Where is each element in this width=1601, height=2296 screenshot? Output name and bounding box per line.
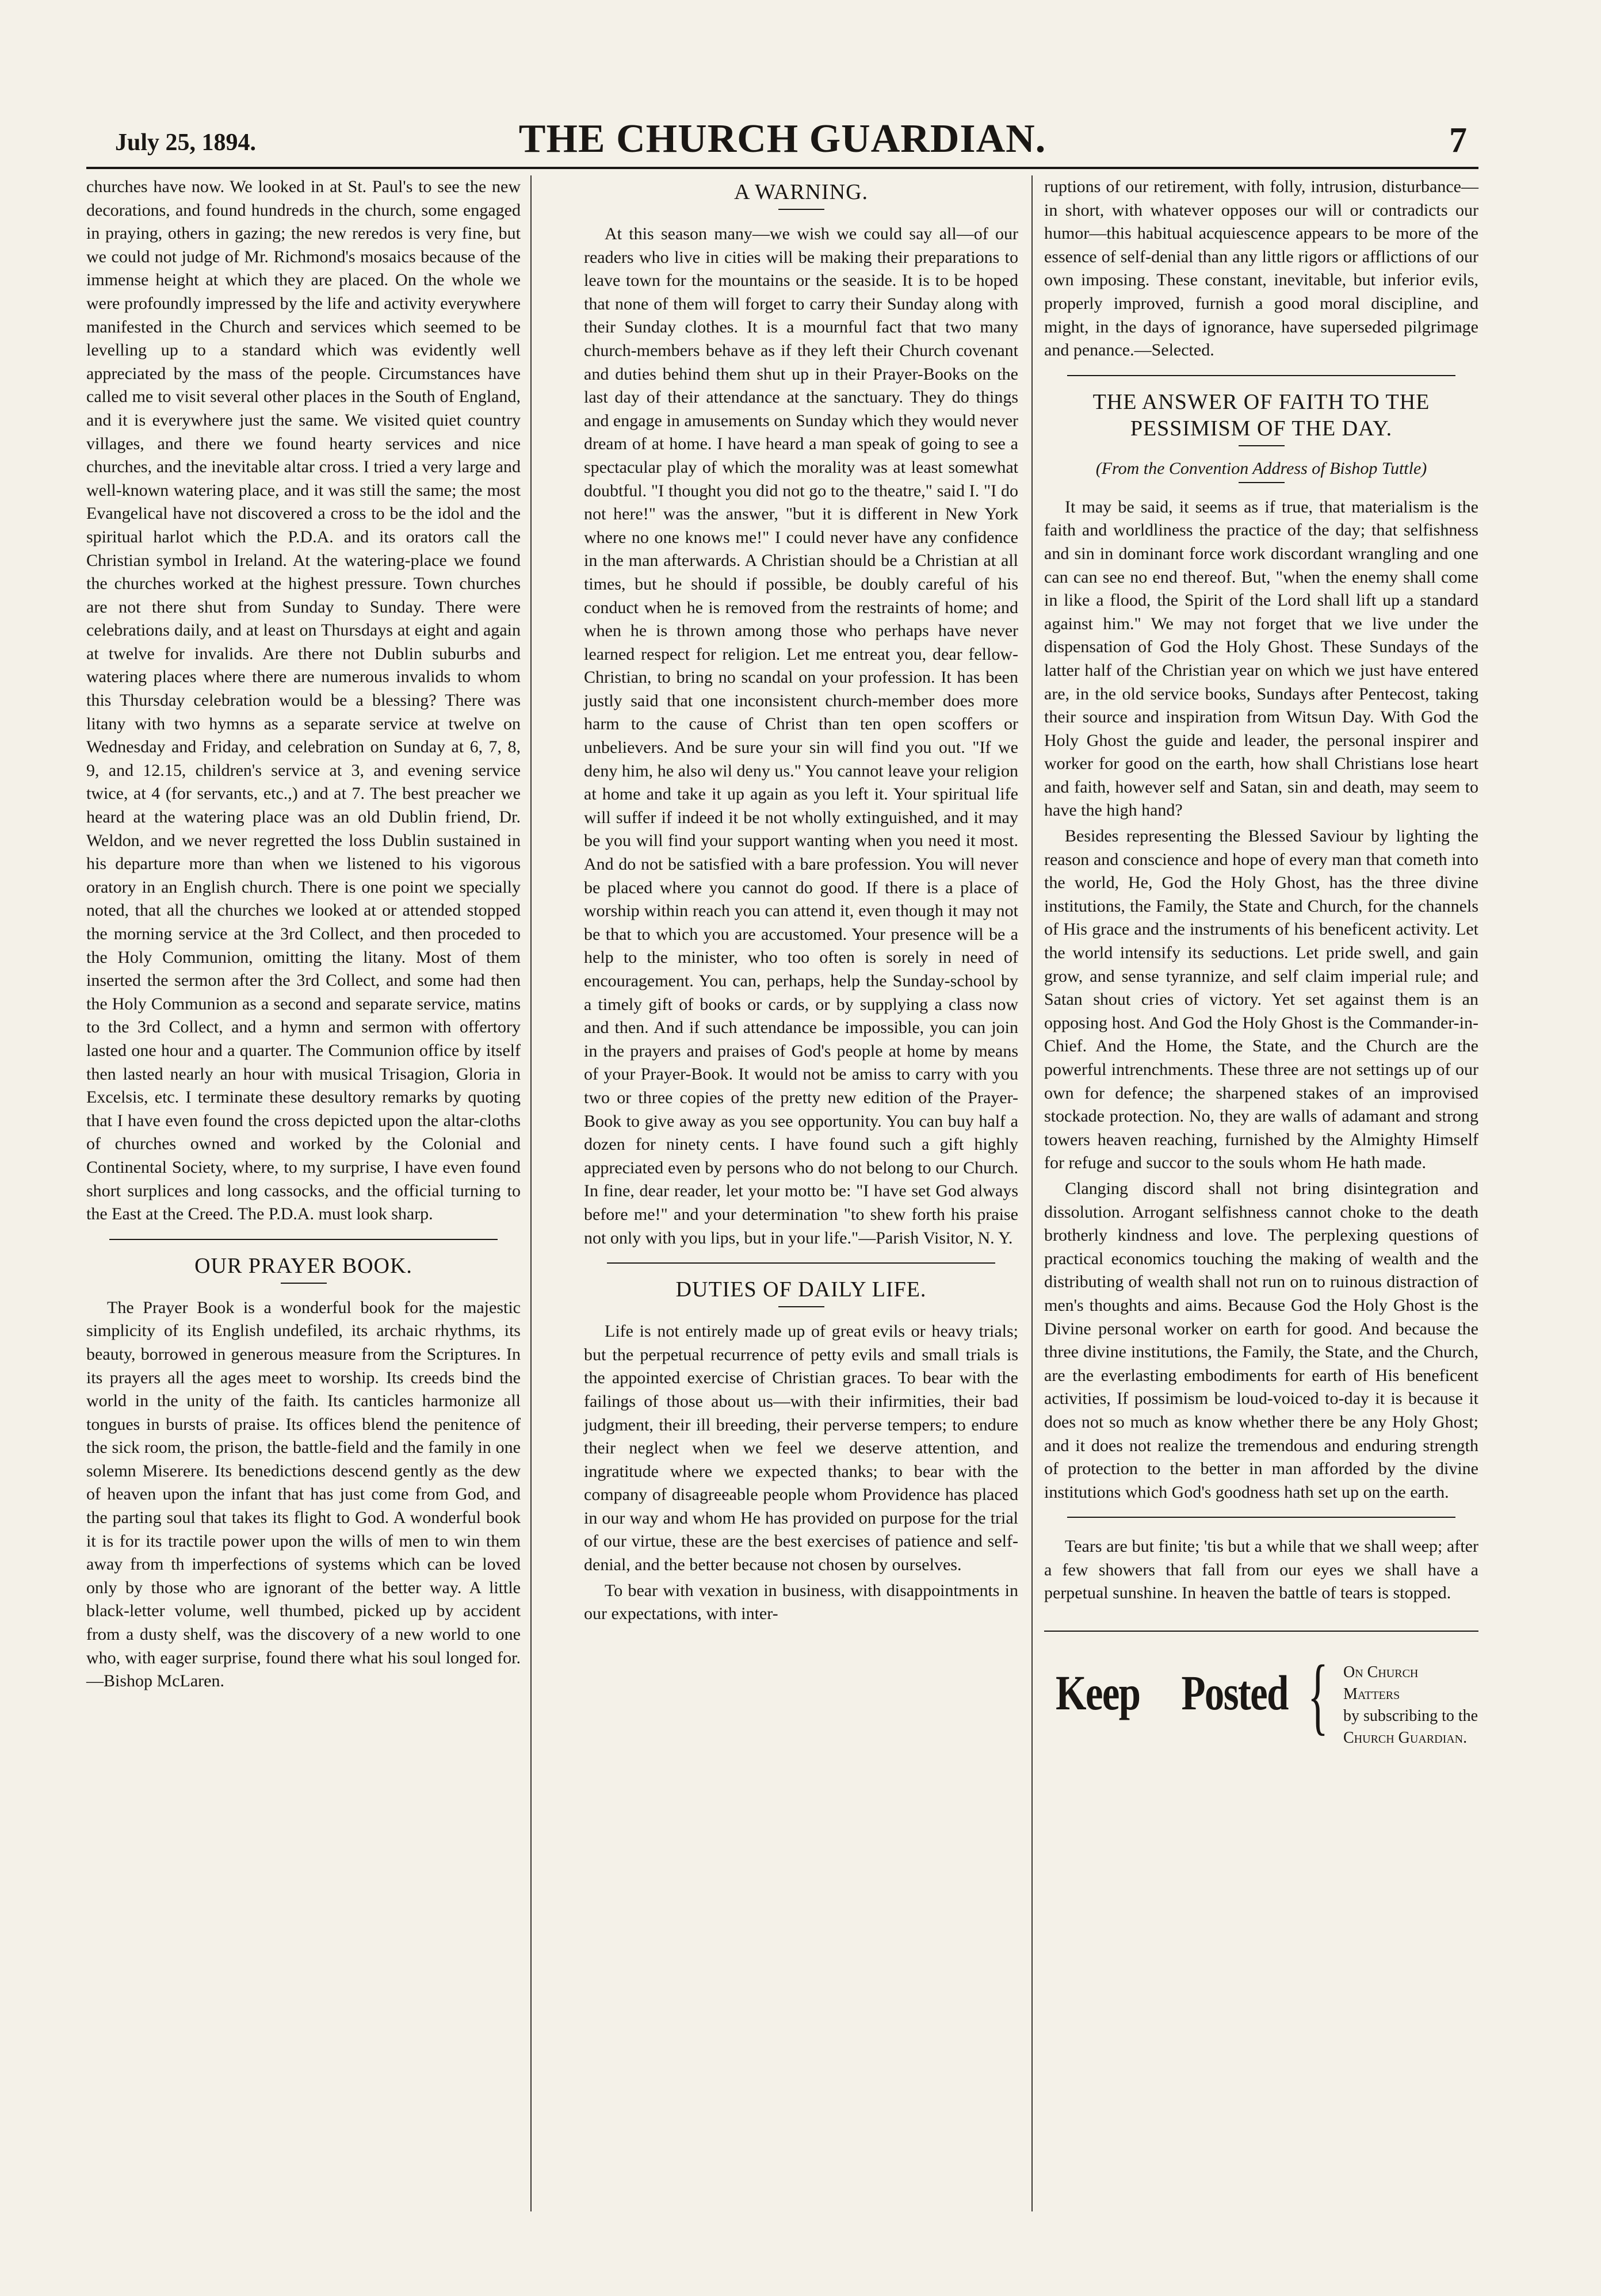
page-number: 7	[1449, 121, 1467, 160]
article-subtitle: (From the Convention Address of Bishop Tuttle)	[1095, 458, 1427, 478]
section-rule	[1067, 375, 1455, 376]
section-rule	[109, 1239, 498, 1240]
column-2	[584, 175, 1018, 1626]
section-rule	[1067, 1517, 1455, 1518]
heading-rule	[281, 1283, 327, 1284]
article-body-paragraph: It may be said, it seems as if true, that materialism is the faith and worldliness the practice of the day; that selfishness and sin in dominant force work discordant wrangling and one can can see no end thereof. But, "when the enemy shall come in like a flood, the Spirit of the Lord shall lift up a standard against him." We may not forget that we live under the dispensation of God the Holy Ghost. These Sundays of the latter half of the Christian year on which we just have entered are, in the old service books, Sundays after Pentecost, taking their source and inspiration from Witsun Day. With God the Holy Ghost the guide and leader, the personal inspirer and worker for good on the earth, how shall Christians lose heart and faith, however self and Satan, sin and death, may seem to have the high hand?	[1044, 497, 1478, 820]
article-body-paragraph: Besides representing the Blessed Saviour by lighting the reason and conscience and hope of every man that cometh into the world, He, God the Holy Ghost, has the three divine institutions, the Family, the State and Church, for the channels of His grace and the instruments of his beneficent activity. Let the world intensify its seductions. Let pride swell, and gain grow, and sense tyrannize, and self claim imperial rule; and Satan shout cries of victory. Yet set against them is an opposing host. And God the Holy Ghost is the Commander-in-Chief. And the Home, the State, and the Church are the powerful intrenchments. These three are not settings up of our own for defence; the sharpened stakes of an improvised stockade protection. No, they are walls of adamant and strong towers heaven reaching, furnished by the Almighty Himself for refuge and succor to the souls whom He hath made.	[1044, 826, 1478, 1173]
keep-word: Keep	[1056, 1665, 1140, 1721]
article-body-duties: Life is not entirely made up of great evils or heavy trials; but the perpetual recurrence of petty evils and small trials is the appointed exercise of Christian graces. To bear with the failings of those about us—with their infirmities, their bad judgment, their ill breeding, their perverse tempers; to endure their neglect when we feel we deserve attention, and ingratitude where we expected thanks; to bear with the company of disagreeable people whom Providence has placed in our way and whom He has provided on purpose for the trial of our virtue, these are the best exercises of patience and self-denial, and the better because not chosen by ourselves.	[584, 1322, 1018, 1575]
heading-rule	[1239, 445, 1285, 446]
brace-icon: {	[1308, 1648, 1328, 1744]
heading-rule	[778, 209, 824, 210]
heading-rule	[1239, 482, 1285, 483]
article-body-prayer-book: The Prayer Book is a wonderful book for the majestic simplicity of its English undefiled, its archaic rhythms, its beauty, borrowed in generous measure from the Scriptures. In its prayers all the ages meet to worship. Its creeds bind the world in the unity of the faith. Its canticles harmonize all tongues in bursts of praise. Its offices blend the penitence of the sick room, the prison, the battle-field and the family in one solemn Miserere. Its benedictions descend gently as the dew of heaven upon the infant that has just come from God, and the parting soul that takes its flight to God. A wonderful book it is for its tractile power upon the wills of men to win them away from th imperfections of systems which can be loved only by those who are ignorant of the better way. A little black-letter volume, well thumbed, picked up by accident from a dusty shelf, was the discovery of a new world to one who, with eager surprise, found there what his soul longed for.—Bishop McLaren.	[86, 1298, 521, 1691]
article-body-paragraph: Clanging discord shall not bring disintegration and dissolution. Arrogant selfishness cannot choke to the death brotherly kindness and love. The perplexing questions of practical economics touching the making of wealth and the distributing of wealth shall not run on to ruinous distraction of men's thoughts and aims. Because God the Holy Ghost is the Divine personal worker on earth for good. And because the three divine institutions, the Family, the State, and the Church, are the everlasting embodiments for earth of His beneficent activities, If possimism be loud-voiced to-day it is because it does not so much as know whether there be any Holy Ghost; and it does not realize the tremendous and enduring strength of protection to the better in man afforded by the divine institutions which God's goodness hath set up on the earth.	[1044, 1178, 1478, 1502]
advert-line: Church Guardian.	[1343, 1729, 1468, 1747]
tears-note: Tears are but finite; 'tis but a while that we shall weep; after a few showers that fall from our eyes we shall have a perpetual sunshine. In heaven the battle of tears is stopped.	[1044, 1537, 1478, 1603]
column-divider	[1031, 175, 1033, 2211]
section-rule	[607, 1262, 995, 1264]
article-body-warning: At this season many—we wish we could say all—of our readers who live in cities will be making their preparations to leave town for the mountains or the seaside. It is to be hoped that none of them will forget to carry their Sunday along with their Sunday clothes. It is a mournful fact that two many church-members behave as if they left their Church covenant and duties behind them shut up in their Prayer-Books on the last day of their attendance at the sanctuary. They do things and engage in amusements on Sunday which they would never dream of at home. I have heard a man speak of going to see a spectacular play of which the morality was at least somewhat doubtful. "I thought you did not go to the theatre," said I. "I do not here!" was the answer, "but it is different in New York where no one knows me!" I could never have any confidence in the man afterwards. A Christian should be a Christian at all times, but he should if possible, be doubly careful of his conduct when he is removed from the restraints of home; and when he is thrown among those who perhaps have never learned respect for religion. Let me entreat you, dear fellow-Christian, to bring no scandal on your profession. It has been justly said that one inconsistent church-member does more harm to the cause of Christ than ten open scoffers or unbelievers. And be sure your sin will find you out. "If we deny him, he also wil deny us." You cannot leave your religion at home and take it up again as you left it. Your spiritual life will suffer if indeed it be not wholly extinguished, and it may be you will find your support wanting when you need it most. And do not be satisfied with a bare profession. You will never be placed where you cannot do good. If there is a place of worship within reach you can attend it, even though it may not be that to which you are accustomed. Your presence will be a help to the minister, who too often is sorely in need of encouragement. You can, perhaps, help the Sunday-school by a timely gift of books or cards, or by supplying a class now and then. And if such attendance be impossible, you can join in the prayers and praises of God's people at home by means of your Prayer-Book. It would not be amiss to carry with you two or three copies of the pretty new edition of the Prayer-Book to give away as you see opportunity. You can buy half a dozen for ninety cents. I have found such a gift highly appreciated even by persons who do not belong to our Church. In fine, dear reader, let your motto be: "I have set God always before me!" and your determination "to shew forth his praise not only with you lips, but in your life."—Parish Visitor, N. Y.	[584, 224, 1018, 1248]
article-duties-continued-text: ruptions of our retirement, with folly, intrusion, disturbance—in short, with whatever opposes our will or contradicts our humor—this habitual acquiescence appears to be more of the essence of self-denial than any little rigors or afflictions of our own imposing. These constant, inevitable, but inferior evils, properly improved, furnish a good moral discipline, and might, in the days of ignorance, have superseded pilgrimage and penance.—Selected.	[1044, 177, 1478, 360]
newspaper-title: THE CHURCH GUARDIAN.	[518, 117, 1046, 161]
article-body-duties-continued: To bear with vexation in business, with disappointments in our expectations, with inter-	[584, 1581, 1018, 1624]
article-heading-prayer-book: OUR PRAYER BOOK.	[194, 1253, 412, 1278]
issue-date: July 25, 1894.	[115, 129, 257, 156]
advert-line: by subscribing to the	[1343, 1707, 1478, 1725]
article-continued-text: churches have now. We looked in at St. Paul's to see the new decorations, and found hundreds in the church, some engaged in praying, others in gazing; the new reredos is very fine, but we could not judge of Mr. Richmond's mosaics because of the immense height at which they are placed. On the whole we were profoundly impressed by the life and activity everywhere manifested in the Church and services which seemed to be levelling up to a standard which was evidently well appreciated by the mass of the people. Circumstances have called me to visit several other places in the South of England, and it is everywhere just the same. We visited quiet country villages, and there we found hearty services and nice churches, and the inevitable altar cross. I tried a very large and well-known watering place, and it was still the same; the most Evangelical have not discovered a cross to be the idol and the spiritual harlot which the P.D.A. and its orators call the Christian symbol in Ireland. At the watering-place we found the churches worked at the highest pressure. Town churches are not there shut from Sunday to Sunday. There were celebrations daily, and at least on Thursdays at eight and again at twelve for invalids. Are there not Dublin suburbs and watering places where there are numerous invalids to whom this Thursday celebration would be a blessing? There was litany with two hymns as a separate service at twelve on Wednesday and Friday, and celebration on Sunday at 6, 7, 8, 9, and 12.15, children's service at 3, and evening service twice, at 4 (for servants, etc.,) and at 7. The best preacher we heard at the watering place was an old Dublin friend, Dr. Weldon, and we never regretted the loss Dublin sustained in his departure more than when we listened to his vigorous oratory in an English church. There is one point we specially noted, that all the churches we looked at or attended stopped the morning service at the 3rd Collect, and then proceded to the Holy Communion, omitting the litany. Most of them inserted the sermon after the 3rd Collect, and some had then the Holy Communion as a second and separate service, matins to the 3rd Collect, and a hymn and sermon with offertory lasted one hour and a quarter. The Communion office by itself then lasted nearly an hour with musical Trisagion, Gloria in Excelsis, etc. I terminate these desultory remarks by quoting that I have even found the cross depicted upon the altar-cloths of churches owned and worked by the Colonial and Continental Society, where, to my surprise, I have even found short surplices and long cassocks, and the official turning to the East at the Creed. The P.D.A. must look sharp.	[86, 177, 521, 1224]
article-heading-duties: DUTIES OF DAILY LIFE.	[675, 1277, 927, 1302]
column-1	[86, 175, 521, 1693]
keep-posted-text	[1343, 1662, 1478, 1749]
heading-rule	[778, 1306, 824, 1307]
posted-word: Posted	[1181, 1665, 1288, 1721]
keep-posted-title	[1056, 1664, 1288, 1721]
column-divider	[530, 175, 532, 2211]
article-heading-answer-of-faith: THE ANSWER OF FAITH TO THE PESSIMISM OF THE DAY.	[1092, 389, 1430, 441]
masthead	[86, 104, 1478, 169]
article-heading-warning: A WARNING.	[733, 180, 869, 204]
keep-posted-advert	[1044, 1631, 1478, 1755]
advert-line: On Church Matters	[1343, 1663, 1419, 1704]
column-3	[1044, 175, 1478, 1755]
